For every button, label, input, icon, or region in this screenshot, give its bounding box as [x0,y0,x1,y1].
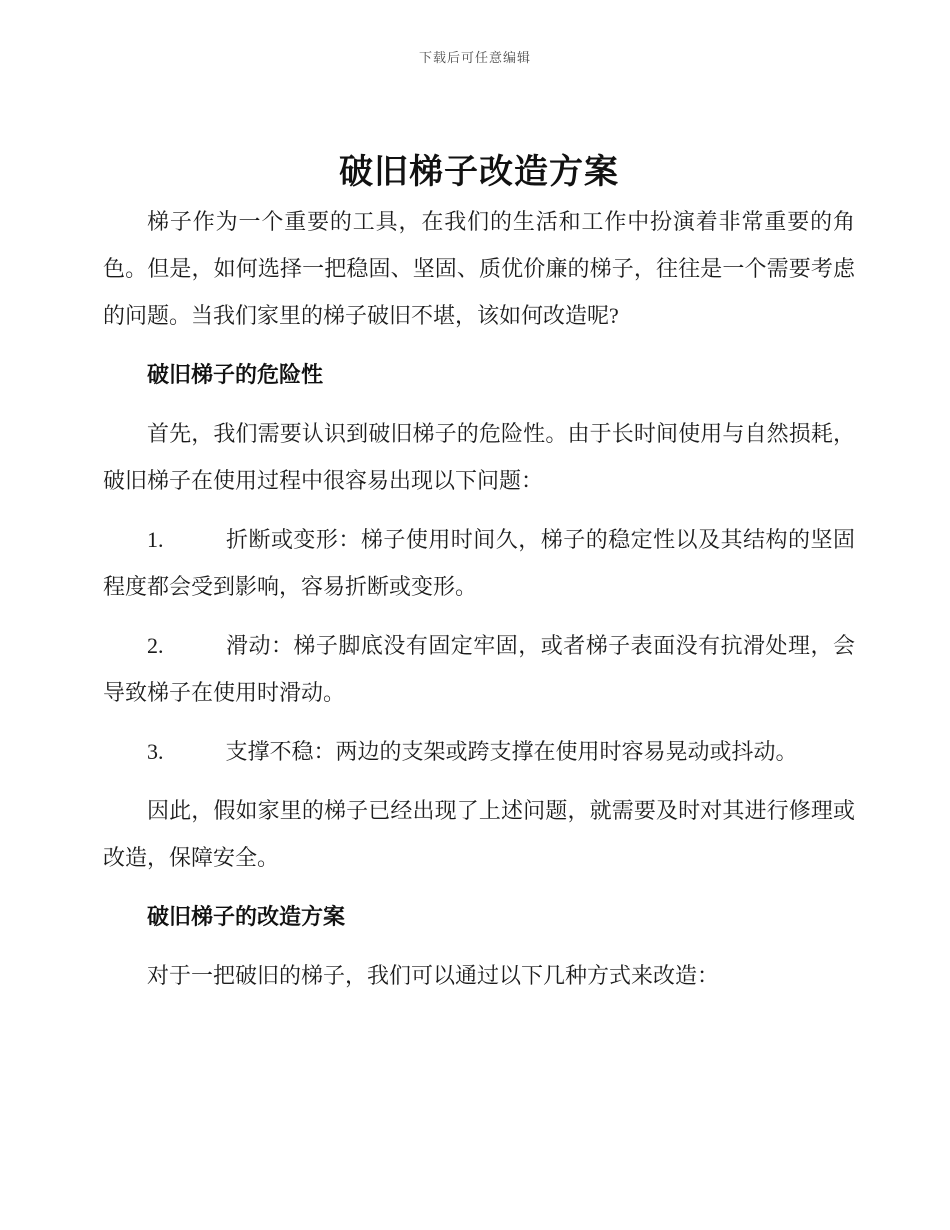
list-item-2-number: 2. [147,633,164,658]
list-item-2 [103,622,855,716]
list-item-3 [103,728,855,775]
paragraph-renovation-intro: 对于一把破旧的梯子，我们可以通过以下几种方式来改造： [147,963,720,988]
list-item-1-text: 折断或变形：梯子使用时间久，梯子的稳定性以及其结构的坚固程度都会受到影响，容易折断或变形。 [103,527,855,599]
paragraph-danger-conclusion: 因此，假如家里的梯子已经出现了上述问题，就需要及时对其进行修理或改造，保障安全。 [103,798,855,870]
list-item-3-number: 3. [147,739,164,764]
list-item-1-number: 1. [147,527,164,552]
paragraph-intro: 梯子作为一个重要的工具，在我们的生活和工作中扮演着非常重要的角色。但是，如何选择一把稳固、坚固、质优价廉的梯子，往往是一个需要考虑的问题。当我们家里的梯子破旧不堪，该如何改造呢? [103,209,855,328]
edit-watermark-text: 下载后可任意编辑 [418,50,531,65]
paragraph-danger-intro: 首先，我们需要认识到破旧梯子的危险性。由于长时间使用与自然损耗，破旧梯子在使用过程中很容易出现以下问题： [103,421,855,493]
section-heading-danger: 破旧梯子的危险性 [147,362,324,387]
document-title: 破旧梯子改造方案 [339,153,619,191]
list-item-3-text: 支撑不稳：两边的支架或跨支撑在使用时容易晃动或抖动。 [225,739,798,764]
list-item-2-text: 滑动：梯子脚底没有固定牢固，或者梯子表面没有抗滑处理，会导致梯子在使用时滑动。 [103,633,855,705]
list-item-1 [103,516,855,610]
document-body [0,198,950,999]
section-heading-renovation: 破旧梯子的改造方案 [147,904,346,929]
